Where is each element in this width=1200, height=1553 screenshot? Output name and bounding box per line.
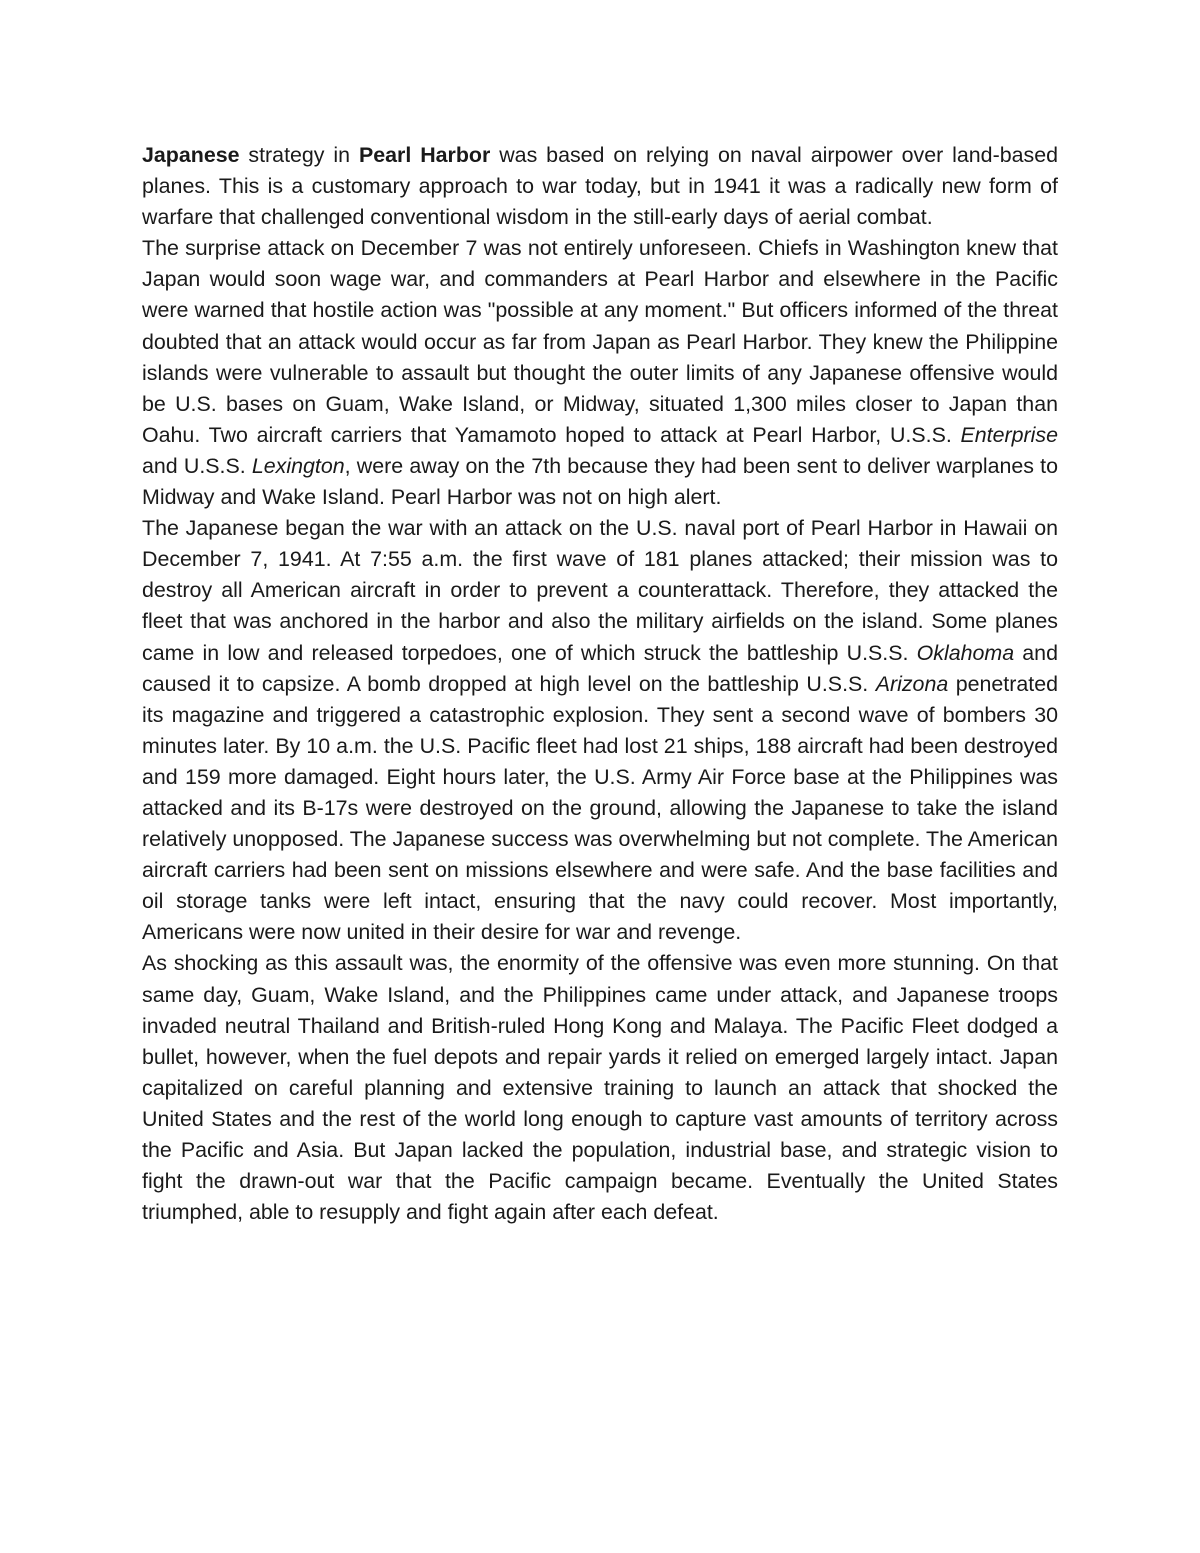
- paragraph-strategy: Japanese strategy in Pearl Harbor was based on relying on naval airpower over land-based planes. This is a customary approach to war today, but in 1941 it was a radically new form of warfare that challenged conventional wisdom in the still-early days of aerial combat.: [142, 143, 1058, 230]
- ship-name-oklahoma: Oklahoma: [916, 640, 1015, 665]
- paragraph-aftermath: As shocking as this assault was, the enormity of the offensive was even more stunning. On that same day, Guam, Wake Island, and the Philippines came under attack, and Japanese troops invaded neutral Thailand and British-ruled Hong Kong and Malaya. The Pacific Fleet dodged a bullet, however, when the fuel depots and repair yards it relied on emerged largely intact. Japan capitalized on careful planning and extensive training to launch an attack that shocked the United States and the rest of the world long enough to capture vast amounts of territory across the Pacific and Asia. But Japan lacked the population, industrial base, and strategic vision to fight the drawn-out war that the Pacific campaign became. Eventually the United States triumphed, able to resupply and fight again after each defeat.: [142, 951, 1058, 1225]
- term-pearl-harbor: Pearl Harbor: [358, 143, 491, 167]
- ship-name-lexington: Lexington: [251, 453, 345, 478]
- term-japanese: Japanese: [142, 143, 240, 167]
- document-body: [142, 140, 1058, 1228]
- paragraph-attack-details: The Japanese began the war with an attack on the U.S. naval port of Pearl Harbor in Hawaii on December 7, 1941. At 7:55 a.m. the first wave of 181 planes attacked; their mission was to destroy all American aircraft in order to prevent a counterattack. Therefore, they attacked the fleet that was anchored in the harbor and also the military airfields on the island. Some planes came in low and released torpedoes, one of which struck the battleship U.S.S. Oklahoma and caused it to capsize. A bomb dropped at high level on the battleship U.S.S. Arizona penetrated its magazine and triggered a catastrophic explosion. They sent a second wave of bombers 30 minutes later. By 10 a.m. the U.S. Pacific fleet had lost 21 ships, 188 aircraft had been destroyed and 159 more damaged. Eight hours later, the U.S. Army Air Force base at the Philippines was attacked and its B-17s were destroyed on the ground, allowing the Japanese to take the island relatively unopposed. The Japanese success was overwhelming but not complete. The American aircraft carriers had been sent on missions elsewhere and were safe. And the base facilities and oil storage tanks were left intact, ensuring that the navy could recover. Most importantly, Americans were now united in their desire for war and revenge.: [142, 516, 1058, 945]
- ship-name-arizona: Arizona: [875, 671, 949, 696]
- paragraph-surprise-attack: The surprise attack on December 7 was not entirely unforeseen. Chiefs in Washington knew that Japan would soon wage war, and commanders at Pearl Harbor and elsewhere in the Pacific were warned that hostile action was "possible at any moment." But officers informed of the threat doubted that an attack would occur as far from Japan as Pearl Harbor. They knew the Philippine islands were vulnerable to assault but thought the outer limits of any Japanese offensive would be U.S. bases on Guam, Wake Island, or Midway, situated 1,300 miles closer to Japan than Oahu. Two aircraft carriers that Yamamoto hoped to attack at Pearl Harbor, U.S.S. Enterprise and U.S.S. Lexington, were away on the 7th because they had been sent to deliver warplanes to Midway and Wake Island. Pearl Harbor was not on high alert.: [142, 236, 1059, 510]
- ship-name-enterprise: Enterprise: [960, 422, 1058, 447]
